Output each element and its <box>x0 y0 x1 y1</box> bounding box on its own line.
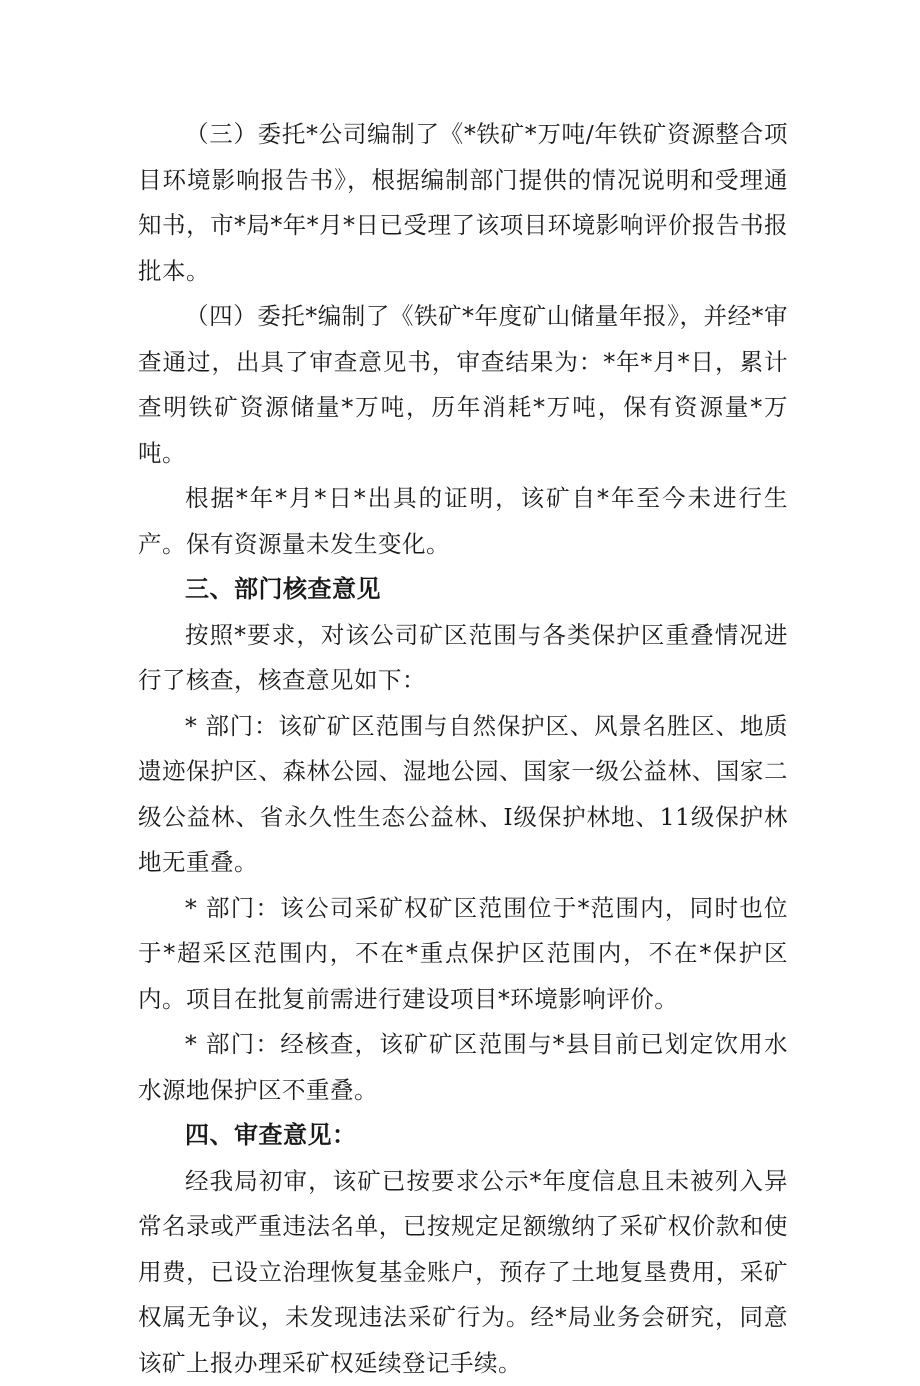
paragraph-department-opinion-1: * 部门：该矿矿区范围与自然保护区、风景名胜区、地质遗迹保护区、森林公园、湿地公园、国家一级公益林、国家二级公益林、省永久性生态公益林、I级保护林地、11级保护林地无重叠。 <box>138 704 788 886</box>
paragraph-production-status: 根据*年*月*日*出具的证明，该矿自*年至今未进行生产。保有资源量未发生变化。 <box>138 476 788 567</box>
section-heading-department-review: 三、部门核查意见 <box>138 567 788 613</box>
paragraph-department-opinion-2: * 部门：该公司采矿权矿区范围位于*范围内，同时也位于*超采区范围内，不在*重点保护区范围内，不在*保护区内。项目在批复前需进行建设项目*环境影响评价。 <box>138 886 788 1023</box>
paragraph-reserve-report: （四）委托*编制了《铁矿*年度矿山储量年报》，并经*审查通过，出具了审查意见书，审查结果为：*年*月*日，累计查明铁矿资源储量*万吨，历年消耗*万吨，保有资源量*万吨。 <box>138 294 788 476</box>
paragraph-final-opinion: 经我局初审，该矿已按要求公示*年度信息且未被列入异常名录或严重违法名单，已按规定足额缴纳了采矿权价款和使用费，已设立治理恢复基金账户，预存了土地复垦费用，采矿权属无争议，未发现违法采矿行为。经*局业务会研究，同意该矿上报办理采矿权延续登记手续。 <box>138 1159 788 1386</box>
document-body <box>138 112 788 1386</box>
paragraph-review-intro: 按照*要求，对该公司矿区范围与各类保护区重叠情况进行了核查，核查意见如下： <box>138 613 788 704</box>
paragraph-department-opinion-3: * 部门：经核查，该矿矿区范围与*县目前已划定饮用水水源地保护区不重叠。 <box>138 1022 788 1113</box>
paragraph-eia-report: （三）委托*公司编制了《*铁矿*万吨/年铁矿资源整合项目环境影响报告书》，根据编制部门提供的情况说明和受理通知书，市*局*年*月*日已受理了该项目环境影响评价报告书报批本。 <box>138 112 788 294</box>
section-heading-review-opinion: 四、审查意见： <box>138 1113 788 1159</box>
